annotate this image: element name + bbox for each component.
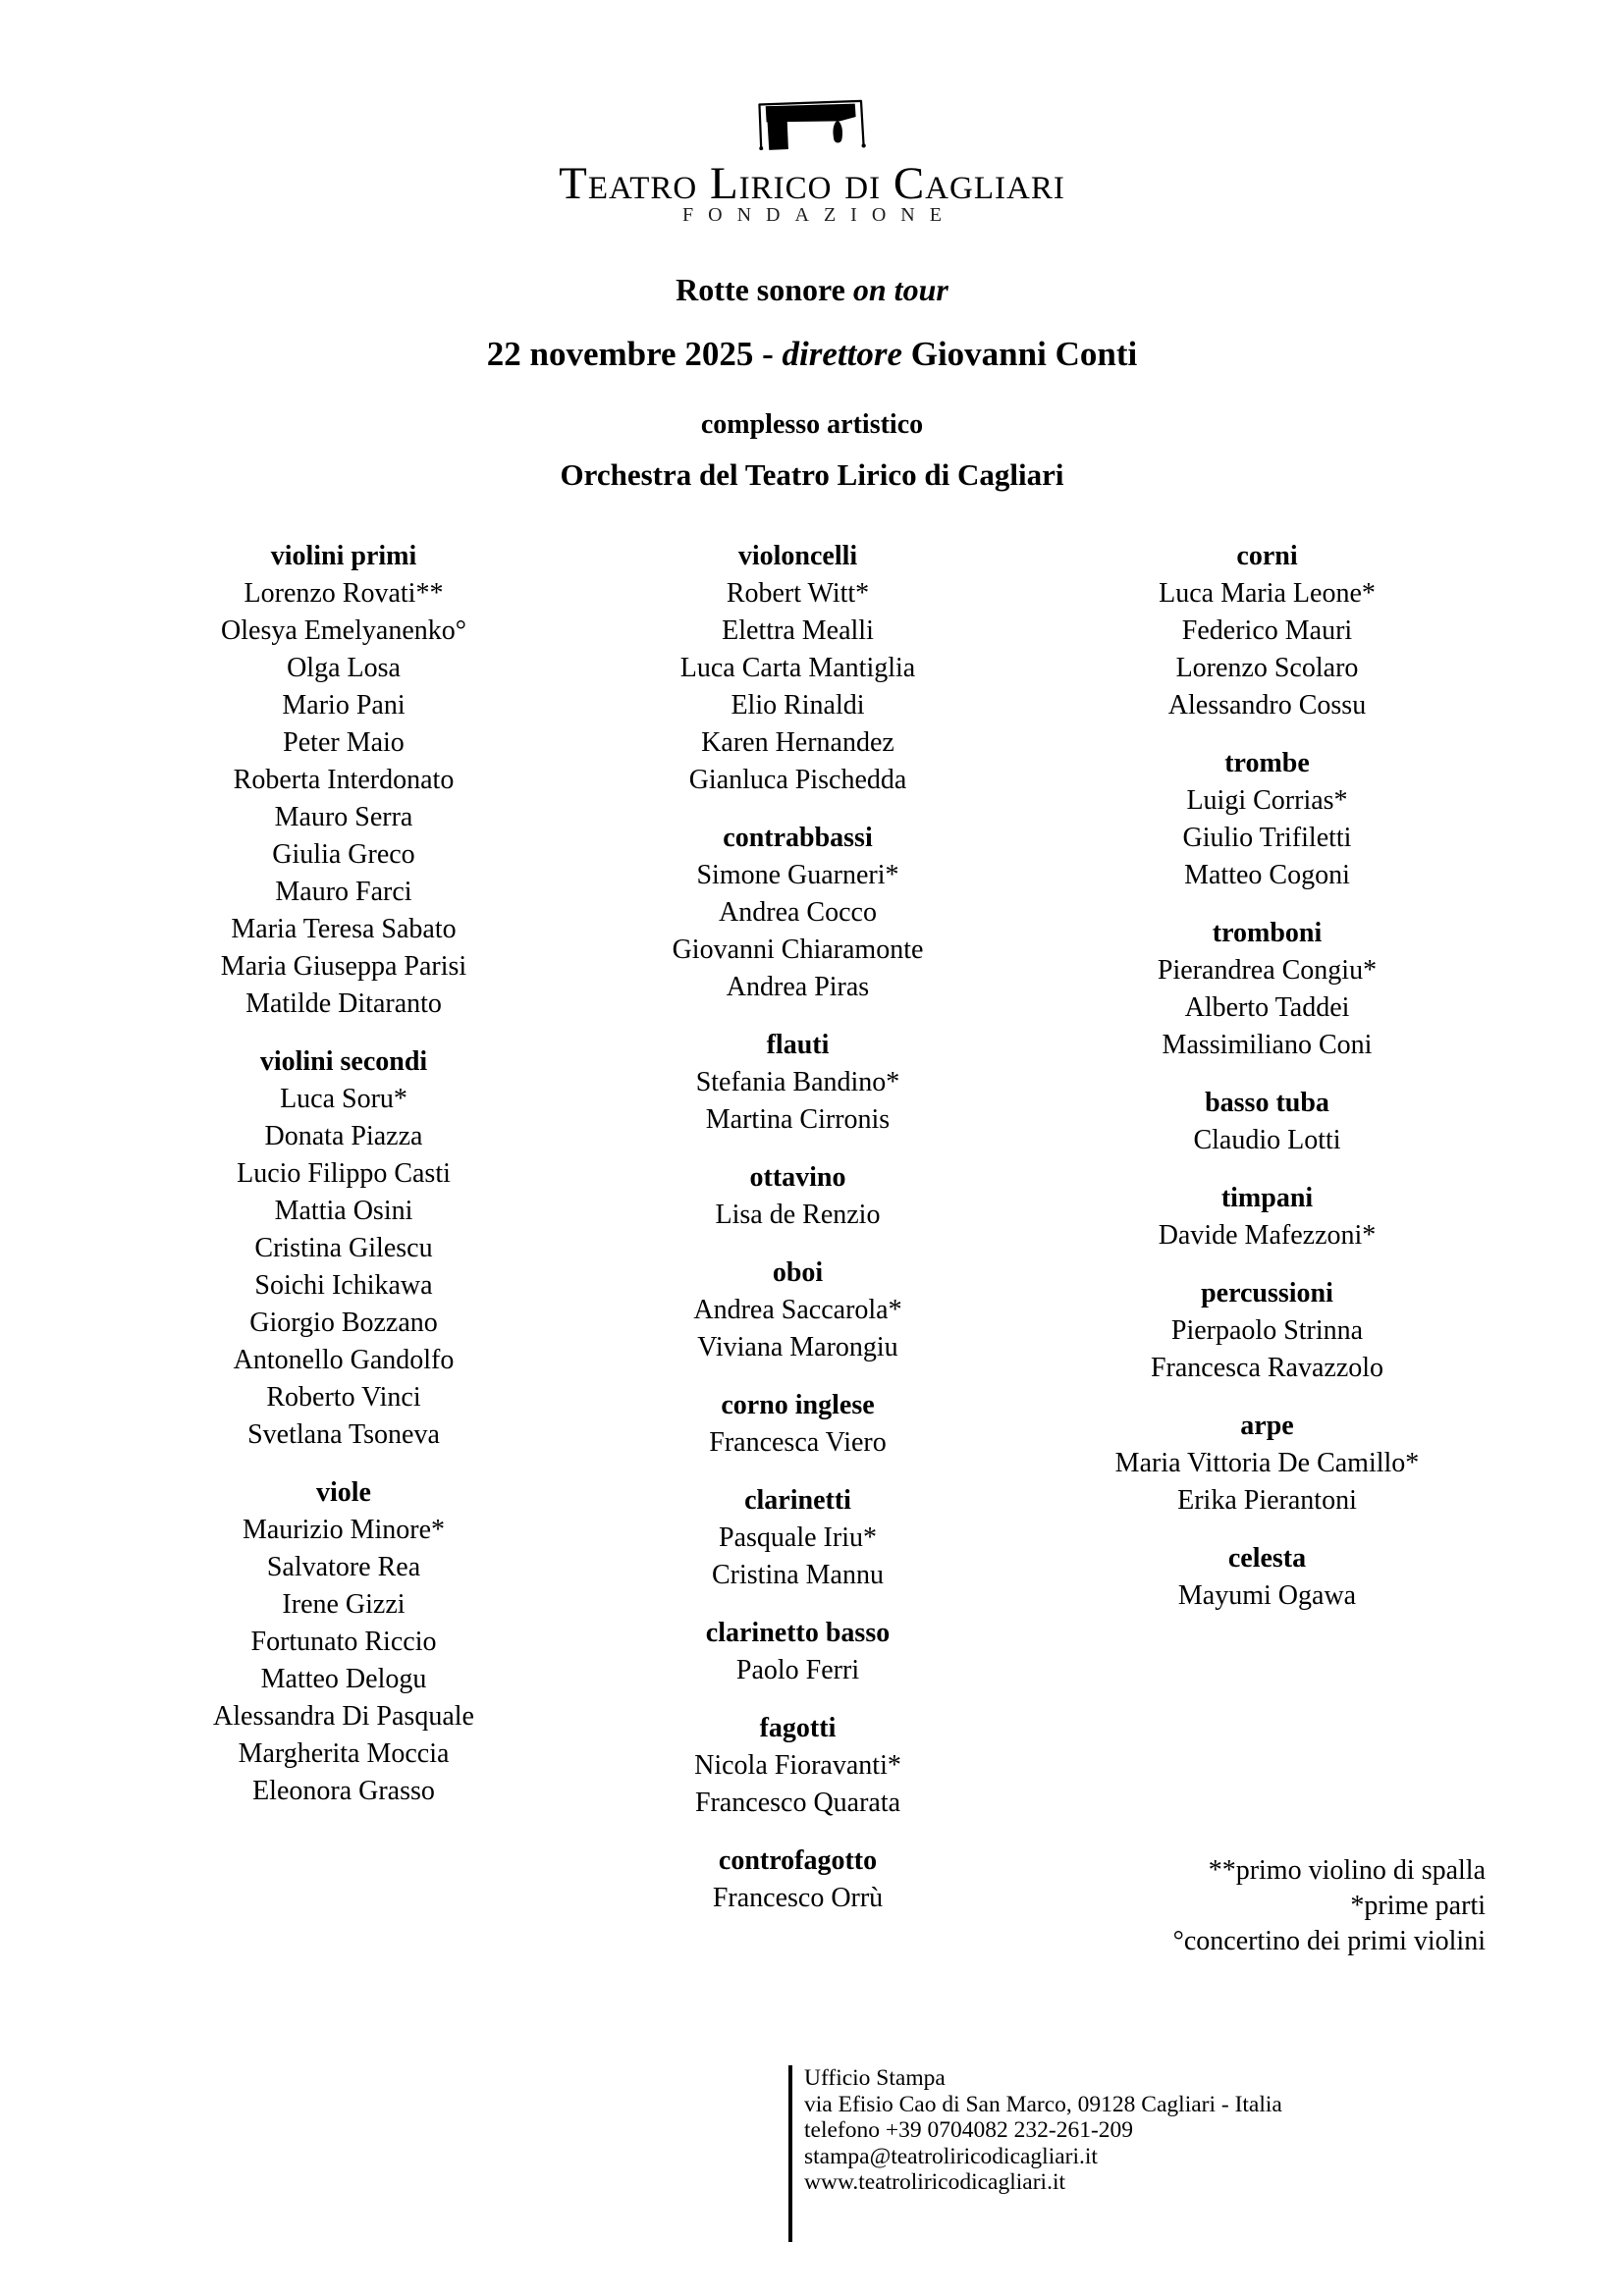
member-name: Robert Witt*: [726, 578, 870, 609]
member-name: Alberto Taddei: [1184, 992, 1350, 1023]
member-name: Lisa de Renzio: [715, 1200, 881, 1230]
member-name: Pierpaolo Strinna: [1170, 1315, 1364, 1346]
member-name: Lorenzo Scolaro: [1175, 653, 1359, 683]
member-name: Matteo Cogoni: [1184, 860, 1350, 890]
proscenium-arch-icon: [755, 95, 869, 154]
member-name: Martina Cirronis: [705, 1104, 891, 1135]
orchestra-section: [1029, 1540, 1505, 1615]
member-name: Maurizio Minore*: [242, 1515, 446, 1545]
member-name: Cristina Mannu: [712, 1560, 884, 1590]
orchestra-section: [1029, 1085, 1505, 1159]
section-title: basso tuba: [1205, 1088, 1329, 1118]
member-name: Giorgio Bozzano: [249, 1308, 438, 1338]
press-office-footer: [788, 2065, 1378, 2242]
orchestra-section: [560, 820, 1036, 1006]
member-name: Matilde Ditaranto: [245, 988, 442, 1019]
member-name: Paolo Ferri: [735, 1655, 860, 1685]
footnote-line: *prime parti: [1350, 1891, 1486, 1921]
orchestra-section: [83, 1043, 604, 1454]
member-name: Elio Rinaldi: [731, 690, 865, 721]
member-name: Cristina Gilescu: [254, 1233, 433, 1263]
footer-line: www.teatroliricodicagliari.it: [804, 2169, 1066, 2195]
section-title: percussioni: [1201, 1278, 1333, 1308]
event-conductor-label: direttore: [782, 335, 902, 373]
member-name: Viviana Marongiu: [697, 1332, 898, 1362]
orchestra-section: [1029, 915, 1505, 1064]
member-name: Olesya Emelyanenko°: [221, 615, 466, 646]
section-title: arpe: [1240, 1411, 1294, 1441]
orchestra-column-brass-percussion: [1029, 538, 1505, 1635]
footnotes: [1173, 1853, 1486, 1959]
member-name: Pasquale Iriu*: [719, 1522, 877, 1553]
member-name: Soichi Ichikawa: [254, 1270, 433, 1301]
member-name: Lorenzo Rovati**: [244, 578, 444, 609]
orchestra-section: [560, 1159, 1036, 1234]
member-name: Karen Hernandez: [701, 727, 894, 758]
footnote-line: **primo violino di spalla: [1208, 1855, 1486, 1886]
orchestra-column-winds: [560, 538, 1036, 1938]
orchestra-section: [560, 1482, 1036, 1594]
complesso-artistico-heading: complesso artistico: [700, 409, 924, 440]
member-name: Stefania Bandino*: [695, 1067, 900, 1097]
orchestra-section: [560, 1842, 1036, 1917]
member-name: Pierandrea Congiu*: [1157, 955, 1378, 986]
orchestra-section: [1029, 745, 1505, 894]
member-name: Giulia Greco: [272, 839, 415, 870]
member-name: Eleonora Grasso: [252, 1776, 435, 1806]
member-name: Francesco Quarata: [694, 1788, 901, 1818]
member-name: Francesco Orrù: [712, 1883, 884, 1913]
member-name: Fortunato Riccio: [250, 1627, 437, 1657]
event-conductor-name: Giovanni Conti: [901, 335, 1138, 373]
member-name: Mario Pani: [282, 690, 406, 721]
section-title: ottavino: [749, 1162, 846, 1193]
member-name: Francesca Ravazzolo: [1150, 1353, 1384, 1383]
section-title: clarinetto basso: [705, 1618, 891, 1648]
member-name: Giulio Trifiletti: [1182, 823, 1352, 853]
member-name: Nicola Fioravanti*: [694, 1750, 901, 1781]
section-title: violini secondi: [259, 1046, 428, 1077]
orchestra-column-strings: [83, 538, 604, 1831]
member-name: Gianluca Pischedda: [688, 765, 907, 795]
member-name: Roberto Vinci: [266, 1382, 421, 1413]
member-name: Mauro Farci: [275, 877, 412, 907]
logo-wordmark: Teatro Lirico di Cagliari: [559, 158, 1065, 209]
orchestra-section: [560, 1710, 1036, 1822]
orchestra-section: [560, 1387, 1036, 1462]
member-name: Mayumi Ogawa: [1177, 1580, 1357, 1611]
member-name: Alessandra Di Pasquale: [213, 1701, 474, 1732]
member-name: Salvatore Rea: [266, 1552, 421, 1582]
member-name: Donata Piazza: [264, 1121, 423, 1151]
member-name: Mauro Serra: [274, 802, 413, 832]
logo-fondazione-label: FONDAZIONE: [682, 204, 956, 226]
orchestra-section: [1029, 1275, 1505, 1387]
member-name: Irene Gizzi: [282, 1589, 406, 1620]
section-title: contrabbassi: [723, 823, 873, 853]
event-title-text: Rotte sonore: [676, 272, 853, 307]
section-title: corni: [1236, 541, 1298, 571]
footer-line: telefono +39 0704082 232-261-209: [804, 2117, 1134, 2143]
section-title: flauti: [766, 1030, 830, 1060]
event-date-line: [0, 335, 1624, 374]
member-name: Mattia Osini: [274, 1196, 413, 1226]
section-title: trombe: [1224, 748, 1310, 778]
member-name: Simone Guarneri*: [696, 860, 899, 890]
section-title: tromboni: [1212, 918, 1323, 948]
member-name: Massimiliano Coni: [1162, 1030, 1373, 1060]
section-title: oboi: [772, 1257, 824, 1288]
orchestra-section: [83, 1474, 604, 1810]
member-name: Andrea Cocco: [719, 897, 877, 928]
member-name: Luca Maria Leone*: [1159, 578, 1376, 609]
footer-line: via Efisio Cao di San Marco, 09128 Cagliari - Italia: [804, 2091, 1282, 2117]
orchestra-section: [1029, 1180, 1505, 1255]
member-name: Claudio Lotti: [1193, 1125, 1341, 1155]
section-title: viole: [316, 1477, 371, 1508]
member-name: Maria Vittoria De Camillo*: [1114, 1448, 1420, 1478]
orchestra-section: [83, 538, 604, 1023]
orchestra-section: [560, 538, 1036, 799]
orchestra-section: [1029, 1408, 1505, 1520]
orchestra-heading: Orchestra del Teatro Lirico di Cagliari: [560, 457, 1064, 492]
section-title: celesta: [1227, 1543, 1307, 1574]
member-name: Maria Giuseppa Parisi: [220, 951, 467, 982]
footnote-line: °concertino dei primi violini: [1172, 1926, 1486, 1956]
member-name: Andrea Saccarola*: [693, 1295, 902, 1325]
member-name: Luca Soru*: [280, 1084, 407, 1114]
member-name: Andrea Piras: [726, 972, 870, 1002]
member-name: Maria Teresa Sabato: [231, 914, 457, 944]
event-date-text: 22 novembre 2025 -: [486, 335, 783, 373]
orchestra-section: [560, 1027, 1036, 1139]
member-name: Olga Losa: [287, 653, 401, 683]
member-name: Luigi Corrias*: [1186, 785, 1348, 816]
orchestra-section: [560, 1615, 1036, 1689]
member-name: Federico Mauri: [1181, 615, 1353, 646]
section-title: controfagotto: [718, 1845, 878, 1876]
member-name: Matteo Delogu: [260, 1664, 427, 1694]
member-name: Giovanni Chiaramonte: [672, 934, 924, 965]
section-title: corno inglese: [721, 1390, 875, 1420]
footer-line: stampa@teatroliricodicagliari.it: [804, 2143, 1098, 2169]
member-name: Davide Mafezzoni*: [1158, 1220, 1377, 1251]
member-name: Roberta Interdonato: [233, 765, 455, 795]
event-title-italic: on tour: [852, 272, 948, 307]
member-name: Margherita Moccia: [238, 1738, 450, 1769]
event-title: [0, 272, 1624, 308]
member-name: Antonello Gandolfo: [233, 1345, 455, 1375]
member-name: Francesca Viero: [709, 1427, 887, 1458]
section-title: clarinetti: [744, 1485, 851, 1516]
orchestra-section: [560, 1255, 1036, 1366]
orchestra-section: [1029, 538, 1505, 724]
member-name: Peter Maio: [283, 727, 405, 758]
section-title: timpani: [1220, 1183, 1314, 1213]
member-name: Elettra Mealli: [722, 615, 874, 646]
member-name: Svetlana Tsoneva: [247, 1419, 440, 1450]
member-name: Erika Pierantoni: [1177, 1485, 1357, 1516]
section-title: fagotti: [759, 1713, 837, 1743]
member-name: Alessandro Cossu: [1167, 690, 1367, 721]
section-title: violoncelli: [737, 541, 858, 571]
member-name: Luca Carta Mantiglia: [679, 653, 916, 683]
section-title: violini primi: [270, 541, 417, 571]
footer-line: Ufficio Stampa: [804, 2065, 946, 2091]
member-name: Lucio Filippo Casti: [237, 1158, 451, 1189]
